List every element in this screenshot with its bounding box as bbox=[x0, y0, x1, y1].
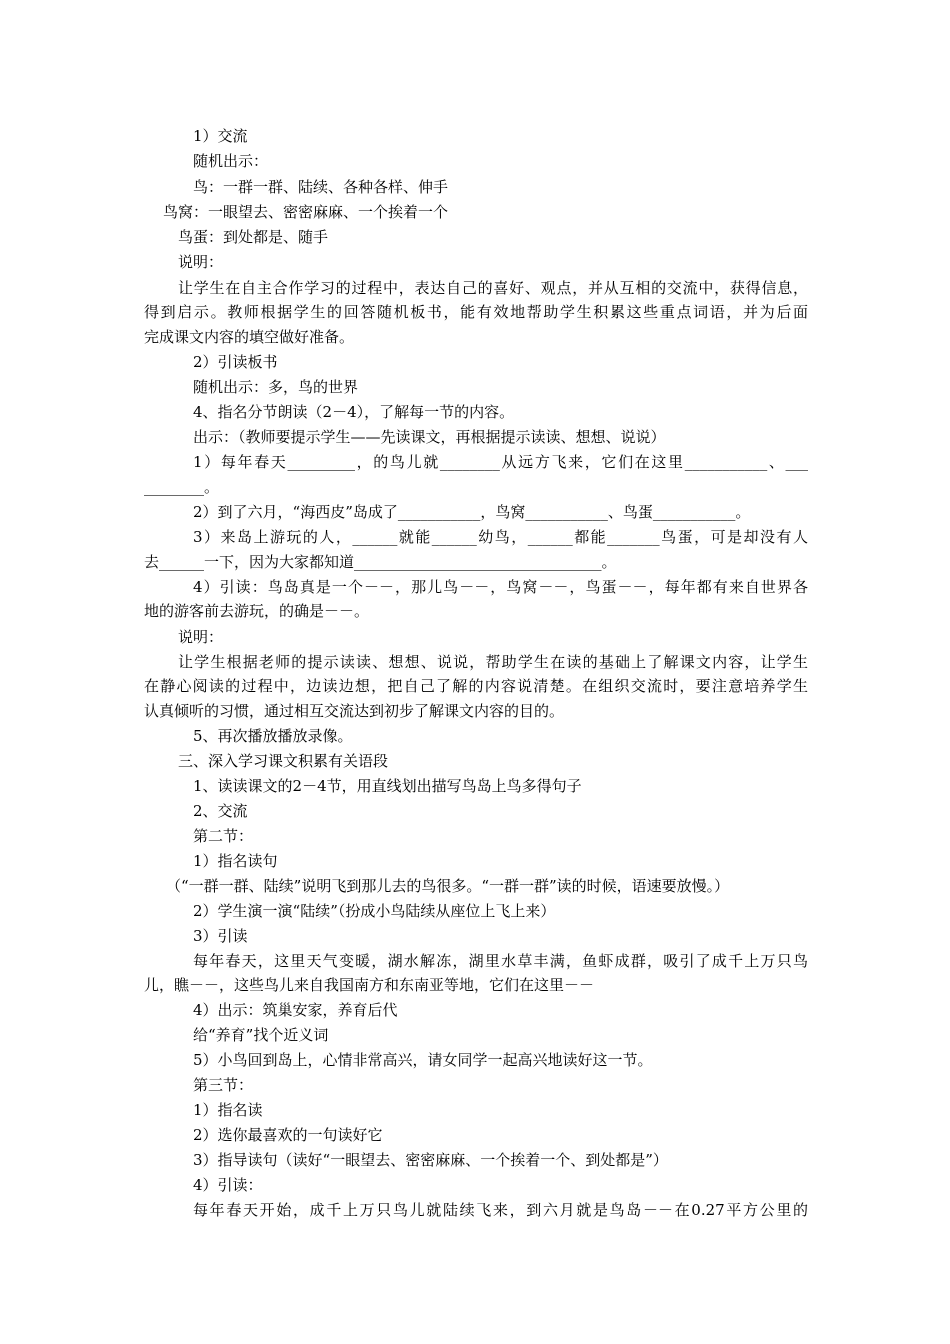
text-line: 1）交流 bbox=[193, 127, 248, 145]
text-line: 去______一下，因为大家都知道_________________________________。 bbox=[144, 553, 617, 571]
text-line: 出示：（教师要提示学生——先读课文，再根据提示读读、想想、说说） bbox=[193, 428, 666, 446]
text-line: 1）每年春天_________，的鸟儿就________从远方飞来，它们在这里___________、___ bbox=[193, 453, 808, 471]
text-line: 3）引读 bbox=[193, 927, 248, 945]
text-line: 2）引读板书 bbox=[193, 353, 278, 371]
section-heading: 三、深入学习课文积累有关语段 bbox=[178, 752, 389, 770]
text-line: 在静心阅读的过程中，边读边想，把自己了解的内容说清楚。在组织交流时，要注意培养学生 bbox=[144, 677, 808, 695]
text-line: 让学生在自主合作学习的过程中，表达自己的喜好、观点，并从互相的交流中，获得信息， bbox=[178, 279, 808, 297]
text-line: 说明： bbox=[178, 628, 224, 646]
text-line: 鸟：一群一群、陆续、各种各样、伸手 bbox=[193, 178, 449, 196]
text-line: 完成课文内容的填空做好准备。 bbox=[144, 328, 355, 346]
text-line: 5、再次播放播放录像。 bbox=[193, 727, 353, 745]
text-line: 得到启示。教师根据学生的回答随机板书，能有效地帮助学生积累这些重点词语，并为后面 bbox=[144, 303, 808, 321]
text-line: 4、指名分节朗读（2－4），了解每一节的内容。 bbox=[193, 403, 515, 421]
text-line: 认真倾听的习惯，通过相互交流达到初步了解课文内容的目的。 bbox=[144, 702, 565, 720]
text-line: 2）选你最喜欢的一句读好它 bbox=[193, 1126, 383, 1144]
text-line: 说明： bbox=[178, 253, 224, 271]
text-line: 1）指名读句 bbox=[193, 852, 278, 870]
text-line: 第二节： bbox=[193, 827, 254, 845]
text-line: 1、读读课文的2－4节，用直线划出描写鸟岛上鸟多得句子 bbox=[193, 777, 582, 795]
text-line: 2）到了六月，“海西皮”岛成了___________，鸟窝___________、鸟蛋___________。 bbox=[193, 503, 751, 521]
text-line: ________。 bbox=[144, 478, 220, 496]
text-line: 每年春天开始，成千上万只鸟儿就陆续飞来，到六月就是鸟岛－－在0.27平方公里的 bbox=[193, 1201, 808, 1219]
text-line: 第三节： bbox=[193, 1076, 254, 1094]
text-line: 2、交流 bbox=[193, 802, 248, 820]
text-line: （“一群一群、陆续”说明飞到那儿去的鸟很多。“一群一群”读的时候，语速要放慢。） bbox=[166, 877, 730, 895]
text-line: 4）出示：筑巢安家，养育后代 bbox=[193, 1001, 398, 1019]
text-line: 鸟蛋：到处都是、随手 bbox=[178, 228, 329, 246]
text-line: 3）来岛上游玩的人，______就能______幼鸟，______都能_______鸟蛋，可是却没有人 bbox=[193, 528, 808, 546]
text-line: 2）学生演一演“陆续”（扮成小鸟陆续从座位上飞上来） bbox=[193, 902, 556, 920]
text-line: 4）引读：鸟岛真是一个－－，那儿鸟－－，鸟窝－－，鸟蛋－－，每年都有来自世界各 bbox=[193, 578, 808, 596]
text-line: 3）指导读句（读好“一眼望去、密密麻麻、一个挨着一个、到处都是”） bbox=[193, 1151, 668, 1169]
text-line: 5）小鸟回到岛上，心情非常高兴，请女同学一起高兴地读好这一节。 bbox=[193, 1051, 653, 1069]
text-line: 随机出示： bbox=[193, 152, 269, 170]
text-line: 每年春天，这里天气变暖，湖水解冻，湖里水草丰满，鱼虾成群，吸引了成千上万只鸟 bbox=[193, 952, 808, 970]
text-line: 鸟窝：一眼望去、密密麻麻、一个挨着一个 bbox=[163, 203, 449, 221]
text-line: 4）引读： bbox=[193, 1176, 263, 1194]
text-line: 地的游客前去游玩，的确是－－。 bbox=[144, 602, 370, 620]
text-line: 儿，瞧－－，这些鸟儿来自我国南方和东南亚等地，它们在这里－－ bbox=[144, 976, 595, 994]
text-line: 让学生根据老师的提示读读、想想、说说，帮助学生在读的基础上了解课文内容，让学生 bbox=[178, 653, 808, 671]
text-line: 随机出示：多，鸟的世界 bbox=[193, 378, 359, 396]
text-line: 1）指名读 bbox=[193, 1101, 263, 1119]
text-line: 给“养育”找个近义词 bbox=[193, 1026, 329, 1044]
